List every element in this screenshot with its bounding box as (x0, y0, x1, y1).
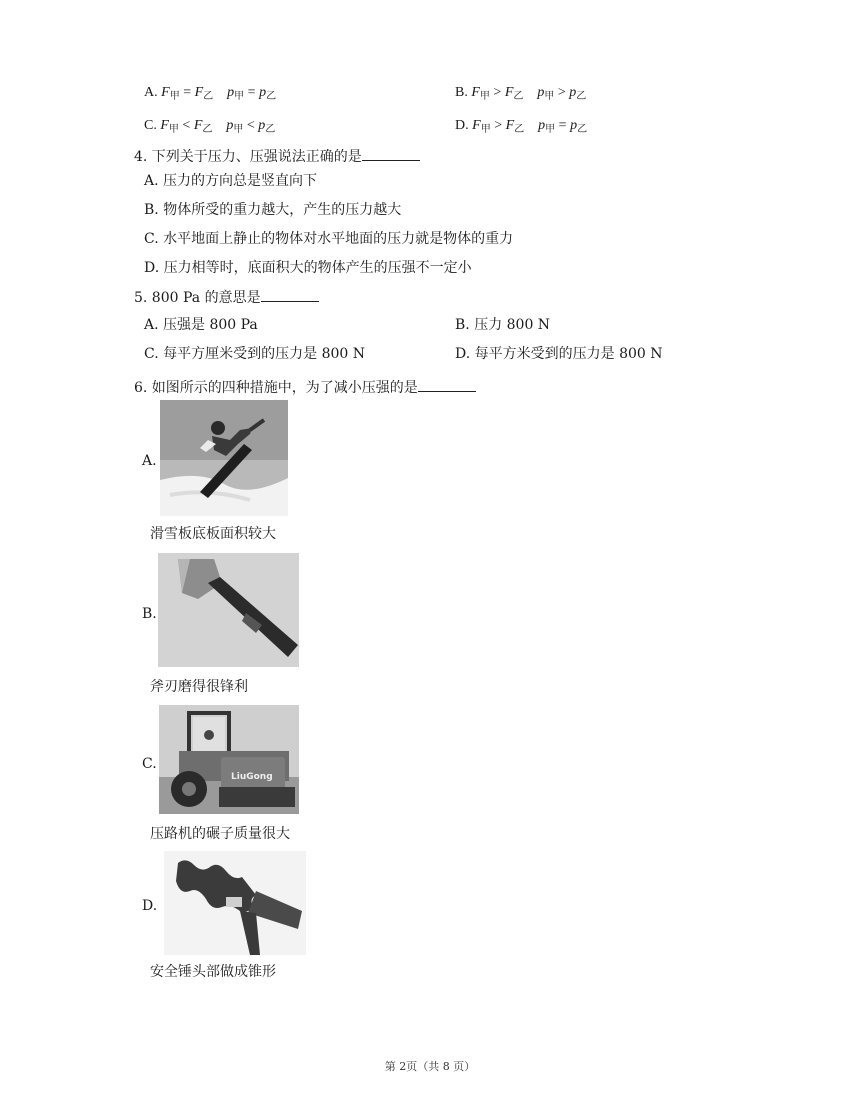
q4-stem: 4. 下列关于压力、压强说法正确的是 (134, 148, 420, 166)
q3-option-b[interactable]: B. $F_甲 > F_乙$ $p_甲 > p_乙$ (455, 85, 587, 102)
q6-option-d-label[interactable]: D. (142, 898, 158, 914)
axe-image (158, 553, 299, 667)
answer-blank[interactable] (418, 379, 476, 392)
q3-option-d[interactable]: D. $F_甲 > F_乙$ $p_甲 = p_乙$ (455, 118, 588, 135)
q5-option-b[interactable]: B. 压力 800 N (455, 317, 551, 333)
answer-blank[interactable] (362, 148, 420, 161)
q6-option-b-label[interactable]: B. (142, 606, 157, 622)
q5-option-c[interactable]: C. 每平方厘米受到的压力是 800 N (144, 346, 365, 362)
snowboarder-image (160, 400, 288, 516)
q5-option-d[interactable]: D. 每平方米受到的压力是 800 N (455, 346, 663, 362)
q3-option-c[interactable]: C. $F_甲 < F_乙$ $p_甲 < p_乙$ (144, 118, 276, 135)
q6-option-c-caption: 压路机的碾子质量很大 (150, 826, 290, 842)
q3-option-a[interactable]: A. $F_甲 = F_乙$ $p_甲 = p_乙$ (144, 85, 277, 102)
q6-option-a-caption: 滑雪板底板面积较大 (150, 526, 276, 542)
q4-option-c[interactable]: C. 水平地面上静止的物体对水平地面的压力就是物体的重力 (144, 231, 514, 247)
q4-option-b[interactable]: B. 物体所受的重力越大，产生的压力越大 (144, 202, 402, 218)
page-footer: 第 2页（共 8 页） (384, 1060, 476, 1073)
safety-hammer-image (164, 851, 306, 955)
road-roller-image (159, 705, 299, 814)
answer-blank[interactable] (261, 289, 319, 302)
q5-stem: 5. 800 Pa 的意思是 (134, 289, 319, 307)
q4-option-d[interactable]: D. 压力相等时，底面积大的物体产生的压强不一定小 (144, 260, 472, 276)
q6-option-b-caption: 斧刃磨得很锋利 (150, 679, 248, 695)
q6-stem: 6. 如图所示的四种措施中，为了减小压强的是 (134, 379, 476, 397)
q4-option-a[interactable]: A. 压力的方向总是竖直向下 (144, 173, 318, 189)
q5-option-a[interactable]: A. 压强是 800 Pa (144, 317, 258, 333)
q6-option-c-label[interactable]: C. (142, 756, 157, 772)
q6-option-a-label[interactable]: A. (142, 453, 157, 469)
q6-option-d-caption: 安全锤头部做成锥形 (150, 964, 276, 980)
roller-brand-text: LiuGong (231, 772, 273, 782)
